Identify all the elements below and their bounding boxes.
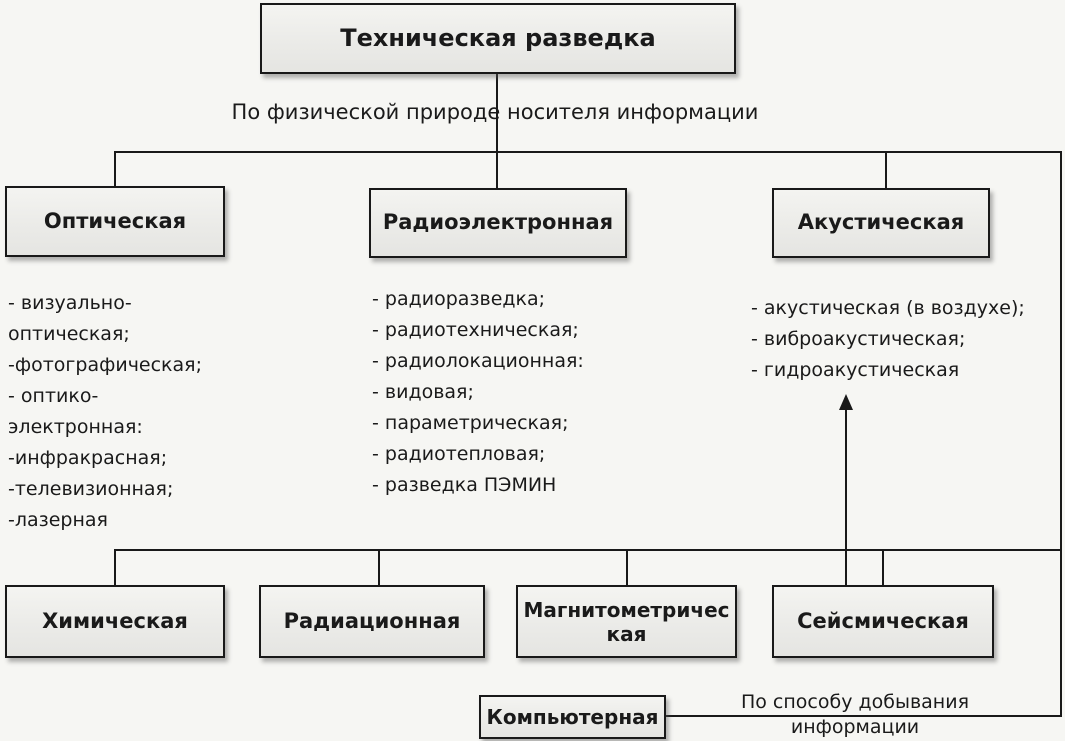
connector-drop-chemical: [114, 549, 116, 586]
grouping-label-line1: По способу добывания: [740, 691, 970, 713]
list-item: - параметрическая;: [372, 412, 569, 434]
list-item: - визуально-: [8, 292, 132, 314]
radioelectronic-subtypes-list: [372, 284, 584, 501]
node-label: Радиоэлектронная: [382, 210, 614, 235]
node-label: Химическая: [42, 608, 188, 633]
list-item: - видовая;: [372, 381, 474, 403]
node-radiation: [259, 585, 485, 658]
node-label: Акустическая: [797, 210, 965, 235]
connector-physical-horizontal: [114, 151, 1062, 153]
node-acoustic: [772, 188, 990, 258]
connector-seismic-to-acoustic-arrow: [845, 408, 847, 586]
list-item: -фотографическая;: [8, 354, 203, 376]
node-technical-intelligence: [260, 3, 736, 74]
connector-drop-acoustic: [885, 151, 887, 189]
list-item: - виброакустическая;: [751, 328, 966, 350]
grouping-label-line2: информации: [790, 716, 920, 738]
node-label: Радиационная: [283, 608, 461, 633]
node-seismic: [772, 585, 994, 658]
connector-other-horizontal: [114, 549, 1062, 551]
connector-root-vertical: [496, 73, 498, 191]
node-label-line2: кая: [606, 621, 647, 646]
optical-subtypes-list: [8, 288, 202, 536]
list-item: - оптико-: [8, 385, 99, 407]
grouping-label-physical-nature: По физической природе носителя информации: [231, 100, 759, 124]
node-label: Компьютерная: [486, 705, 659, 729]
list-item: -инфракрасная;: [8, 447, 168, 469]
list-item: - радиотепловая;: [372, 443, 546, 465]
node-label: Техническая разведка: [340, 24, 656, 53]
node-chemical: [5, 585, 225, 658]
list-item: - гидроакустическая: [751, 359, 960, 381]
connector-right-edge-vertical: [1060, 151, 1062, 717]
node-label: Сейсмическая: [797, 608, 969, 633]
list-item: - радиотехническая;: [372, 319, 579, 341]
arrow-up-icon: [839, 394, 853, 410]
grouping-label-acquisition-method: [705, 690, 1005, 740]
list-item: - разведка ПЭМИН: [372, 474, 557, 496]
list-item: -лазерная: [8, 509, 108, 531]
node-magnetometric: [516, 585, 737, 658]
list-item: - радиоразведка;: [372, 288, 546, 310]
list-item: электронная:: [8, 416, 143, 438]
list-item: -телевизионная;: [8, 478, 174, 500]
node-optical: [5, 186, 225, 257]
node-radioelectronic: [369, 188, 627, 258]
connector-drop-seismic: [882, 549, 884, 586]
node-computer: [479, 695, 666, 739]
node-label-line1: Магнитометричес: [523, 597, 730, 622]
list-item: - радиолокационная:: [372, 350, 584, 372]
list-item: оптическая;: [8, 323, 130, 345]
connector-drop-radiation: [378, 549, 380, 586]
connector-drop-optical: [114, 151, 116, 187]
node-label: Оптическая: [43, 208, 187, 233]
list-item: - акустическая (в воздухе);: [751, 297, 1025, 319]
acoustic-subtypes-list: [751, 293, 1025, 386]
connector-drop-magnetometric: [626, 549, 628, 586]
